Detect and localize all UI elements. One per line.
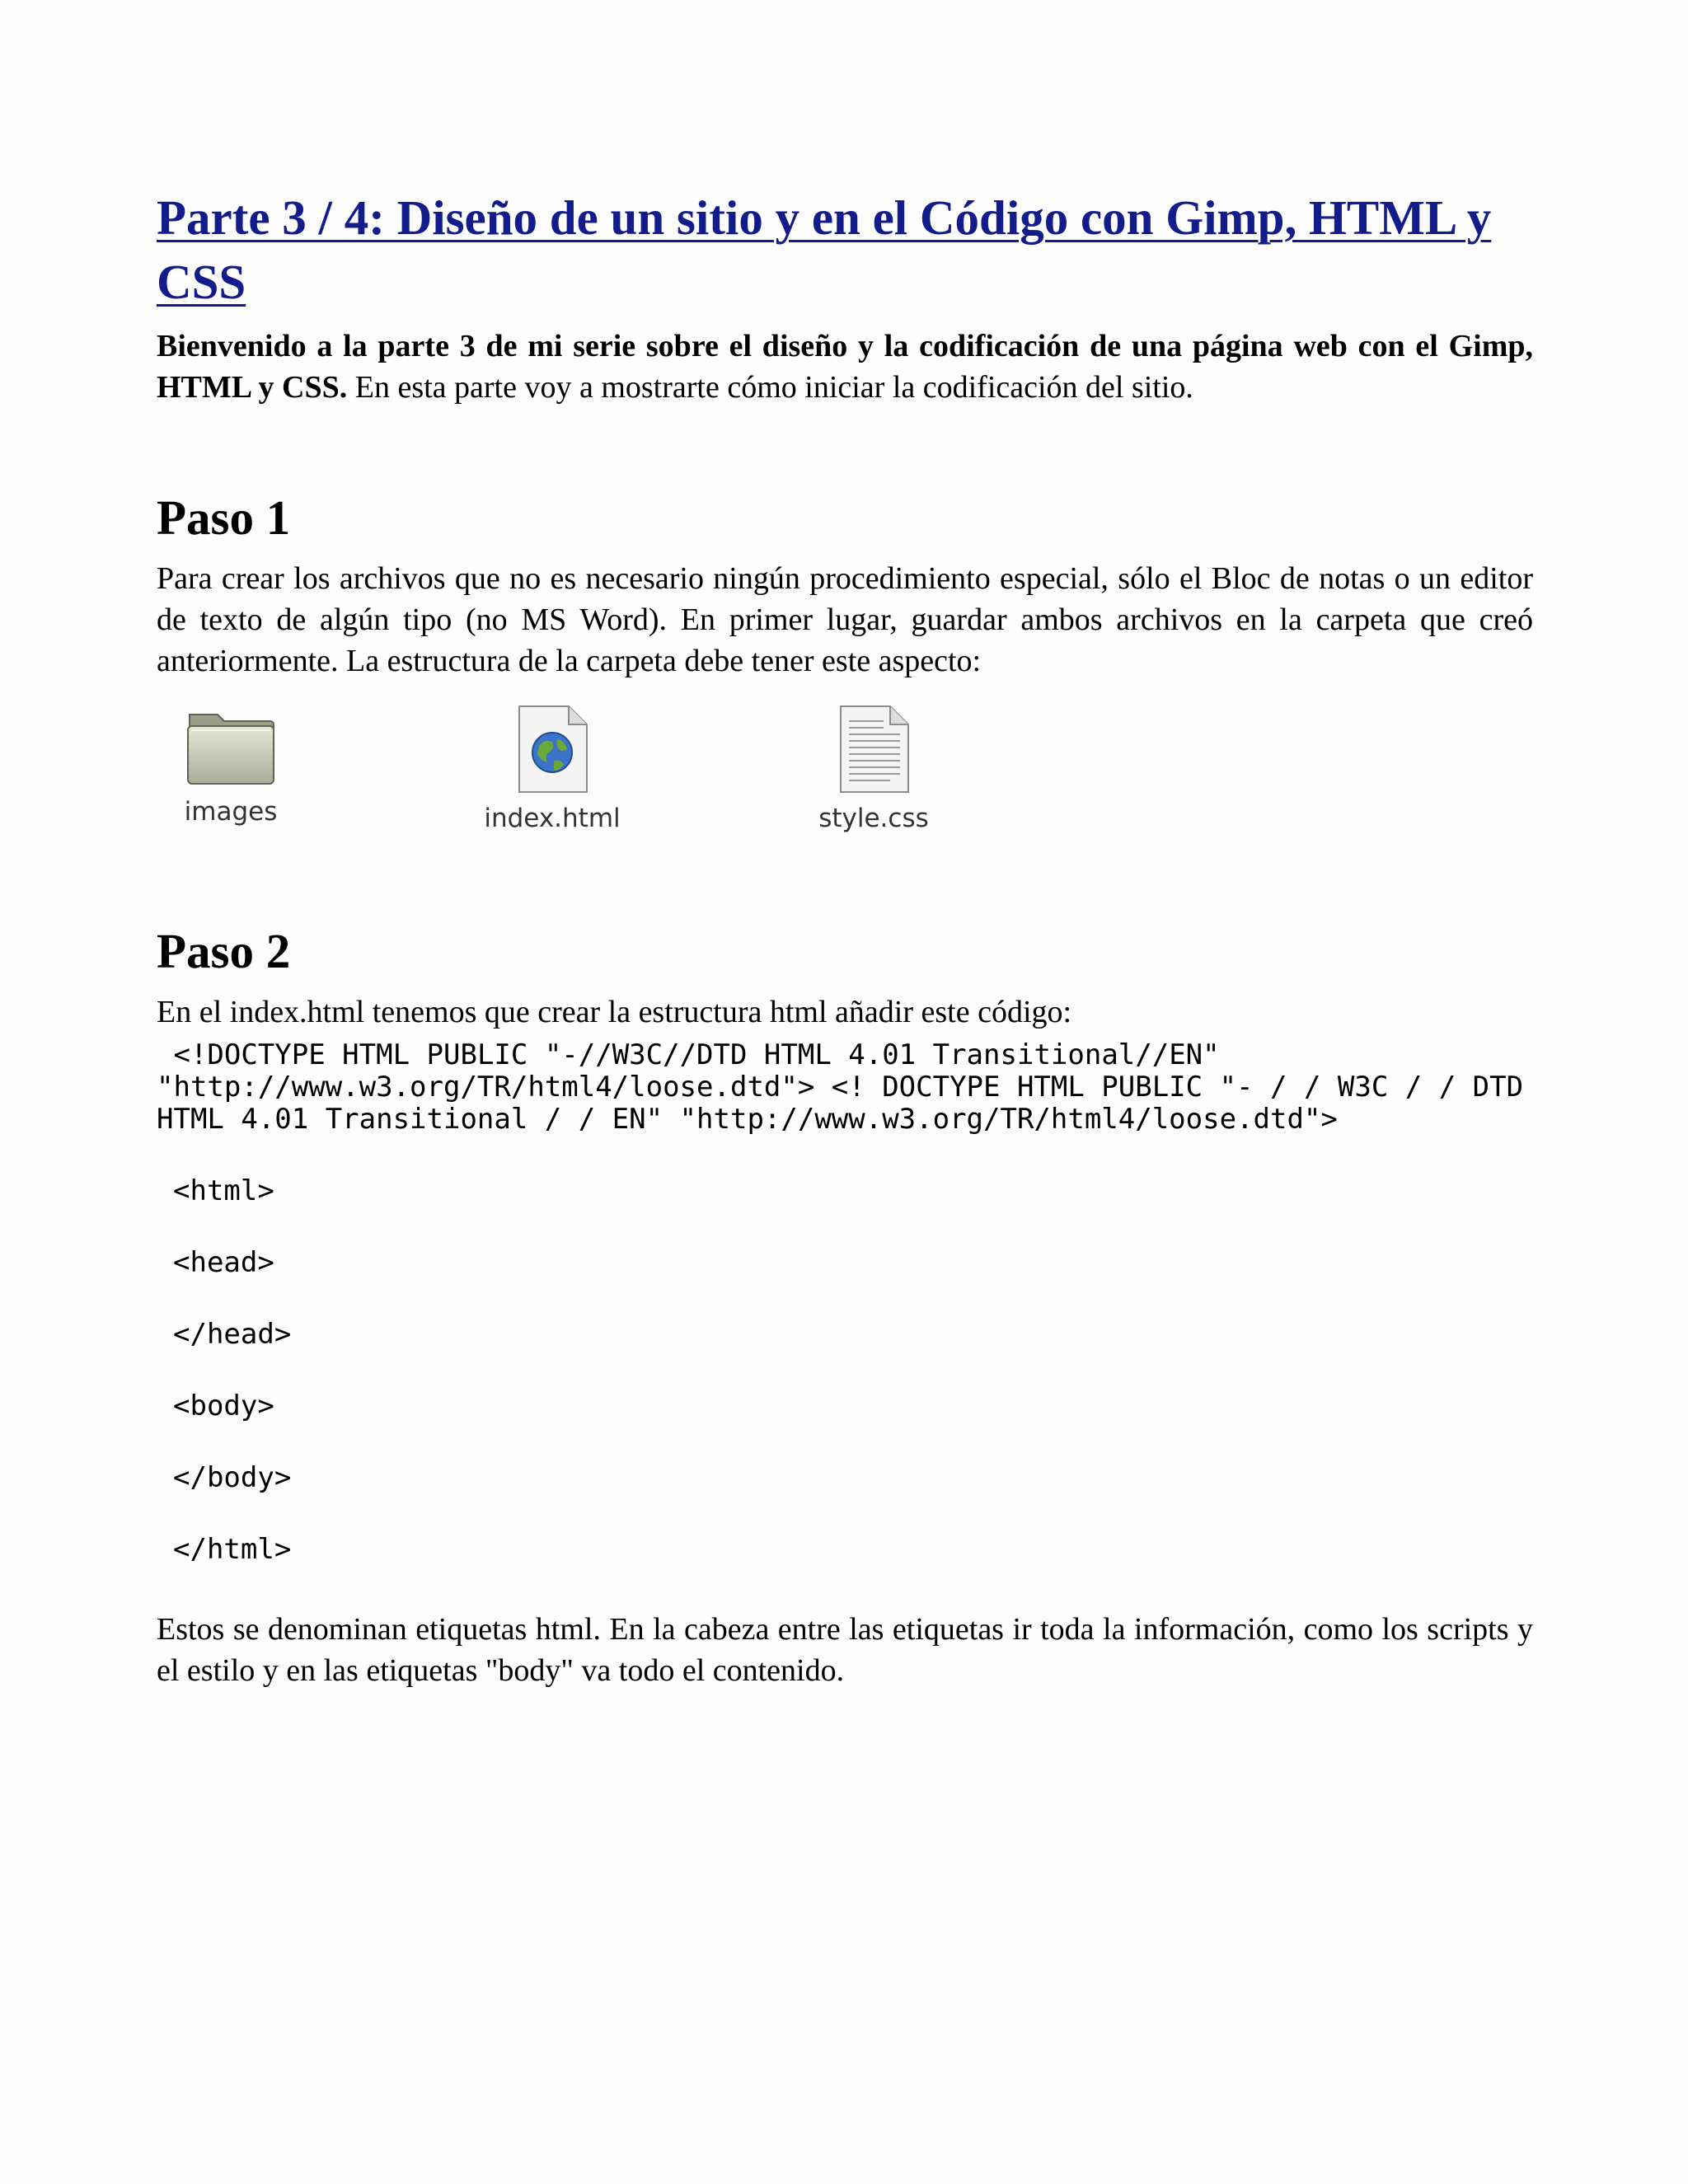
folder-structure	[157, 703, 1533, 851]
code-line-body-close: </body>	[173, 1461, 292, 1494]
file-label: index.html	[484, 804, 621, 833]
document-page	[157, 185, 1540, 1691]
code-line-body-open: <body>	[173, 1390, 274, 1422]
code-line-head-open: <head>	[173, 1246, 274, 1279]
folder-icon	[185, 703, 277, 789]
code-line-html-open: <html>	[173, 1174, 274, 1207]
page-title	[157, 185, 1533, 314]
html-file-icon	[511, 703, 593, 795]
file-images[interactable]	[157, 703, 305, 827]
code-line-html-close: </html>	[173, 1533, 292, 1566]
step2-heading: Paso 2	[157, 924, 291, 978]
step2-paragraph: En el index.html tenemos que crear la estructura html añadir este código:	[157, 995, 1072, 1029]
doctype-code: <!DOCTYPE HTML PUBLIC "-//W3C//DTD HTML 4.01 Transitional//EN" "http://www.w3.org/TR/html4/loose.dtd"> <! DOCTYPE HTML PUBLIC "- / / W3C / / DTD HTML 4.01 Transitional / / EN" "http://www.w3.org/TR/html4/loose.dtd">	[157, 1038, 1540, 1136]
file-label: style.css	[818, 804, 929, 833]
text-file-icon	[832, 703, 915, 795]
closing-paragraph: Estos se denominan etiquetas html. En la cabeza entre las etiquetas ir toda la información, como los scripts y el estilo y en las etiquetas "body" va todo el contenido.	[157, 1612, 1533, 1688]
intro-bold-text: Bienvenido a la parte 3 de mi serie sobre el diseño y la codificación de una página web con el Gimp, HTML y CSS.	[157, 329, 1533, 405]
title-link[interactable]: Parte 3 / 4: Diseño de un sitio y en el Código con Gimp, HTML y CSS	[157, 190, 1492, 309]
code-line-head-close: </head>	[173, 1318, 292, 1351]
file-label: images	[184, 797, 278, 827]
file-style-css[interactable]	[799, 703, 948, 833]
intro-rest-text: En esta parte voy a mostrarte cómo iniciar la codificación del sitio.	[347, 370, 1193, 405]
step1-heading: Paso 1	[157, 490, 291, 545]
file-index-html[interactable]	[478, 703, 626, 833]
intro-paragraph	[157, 326, 1533, 408]
step1-paragraph: Para crear los archivos que no es necesario ningún procedimiento especial, sólo el Bloc de notas o un editor de texto de algún tipo (no MS Word). En primer lugar, guardar ambos archivos en la carpeta que creó anteriormente. La estructura de la carpeta debe tener este aspecto:	[157, 561, 1533, 678]
